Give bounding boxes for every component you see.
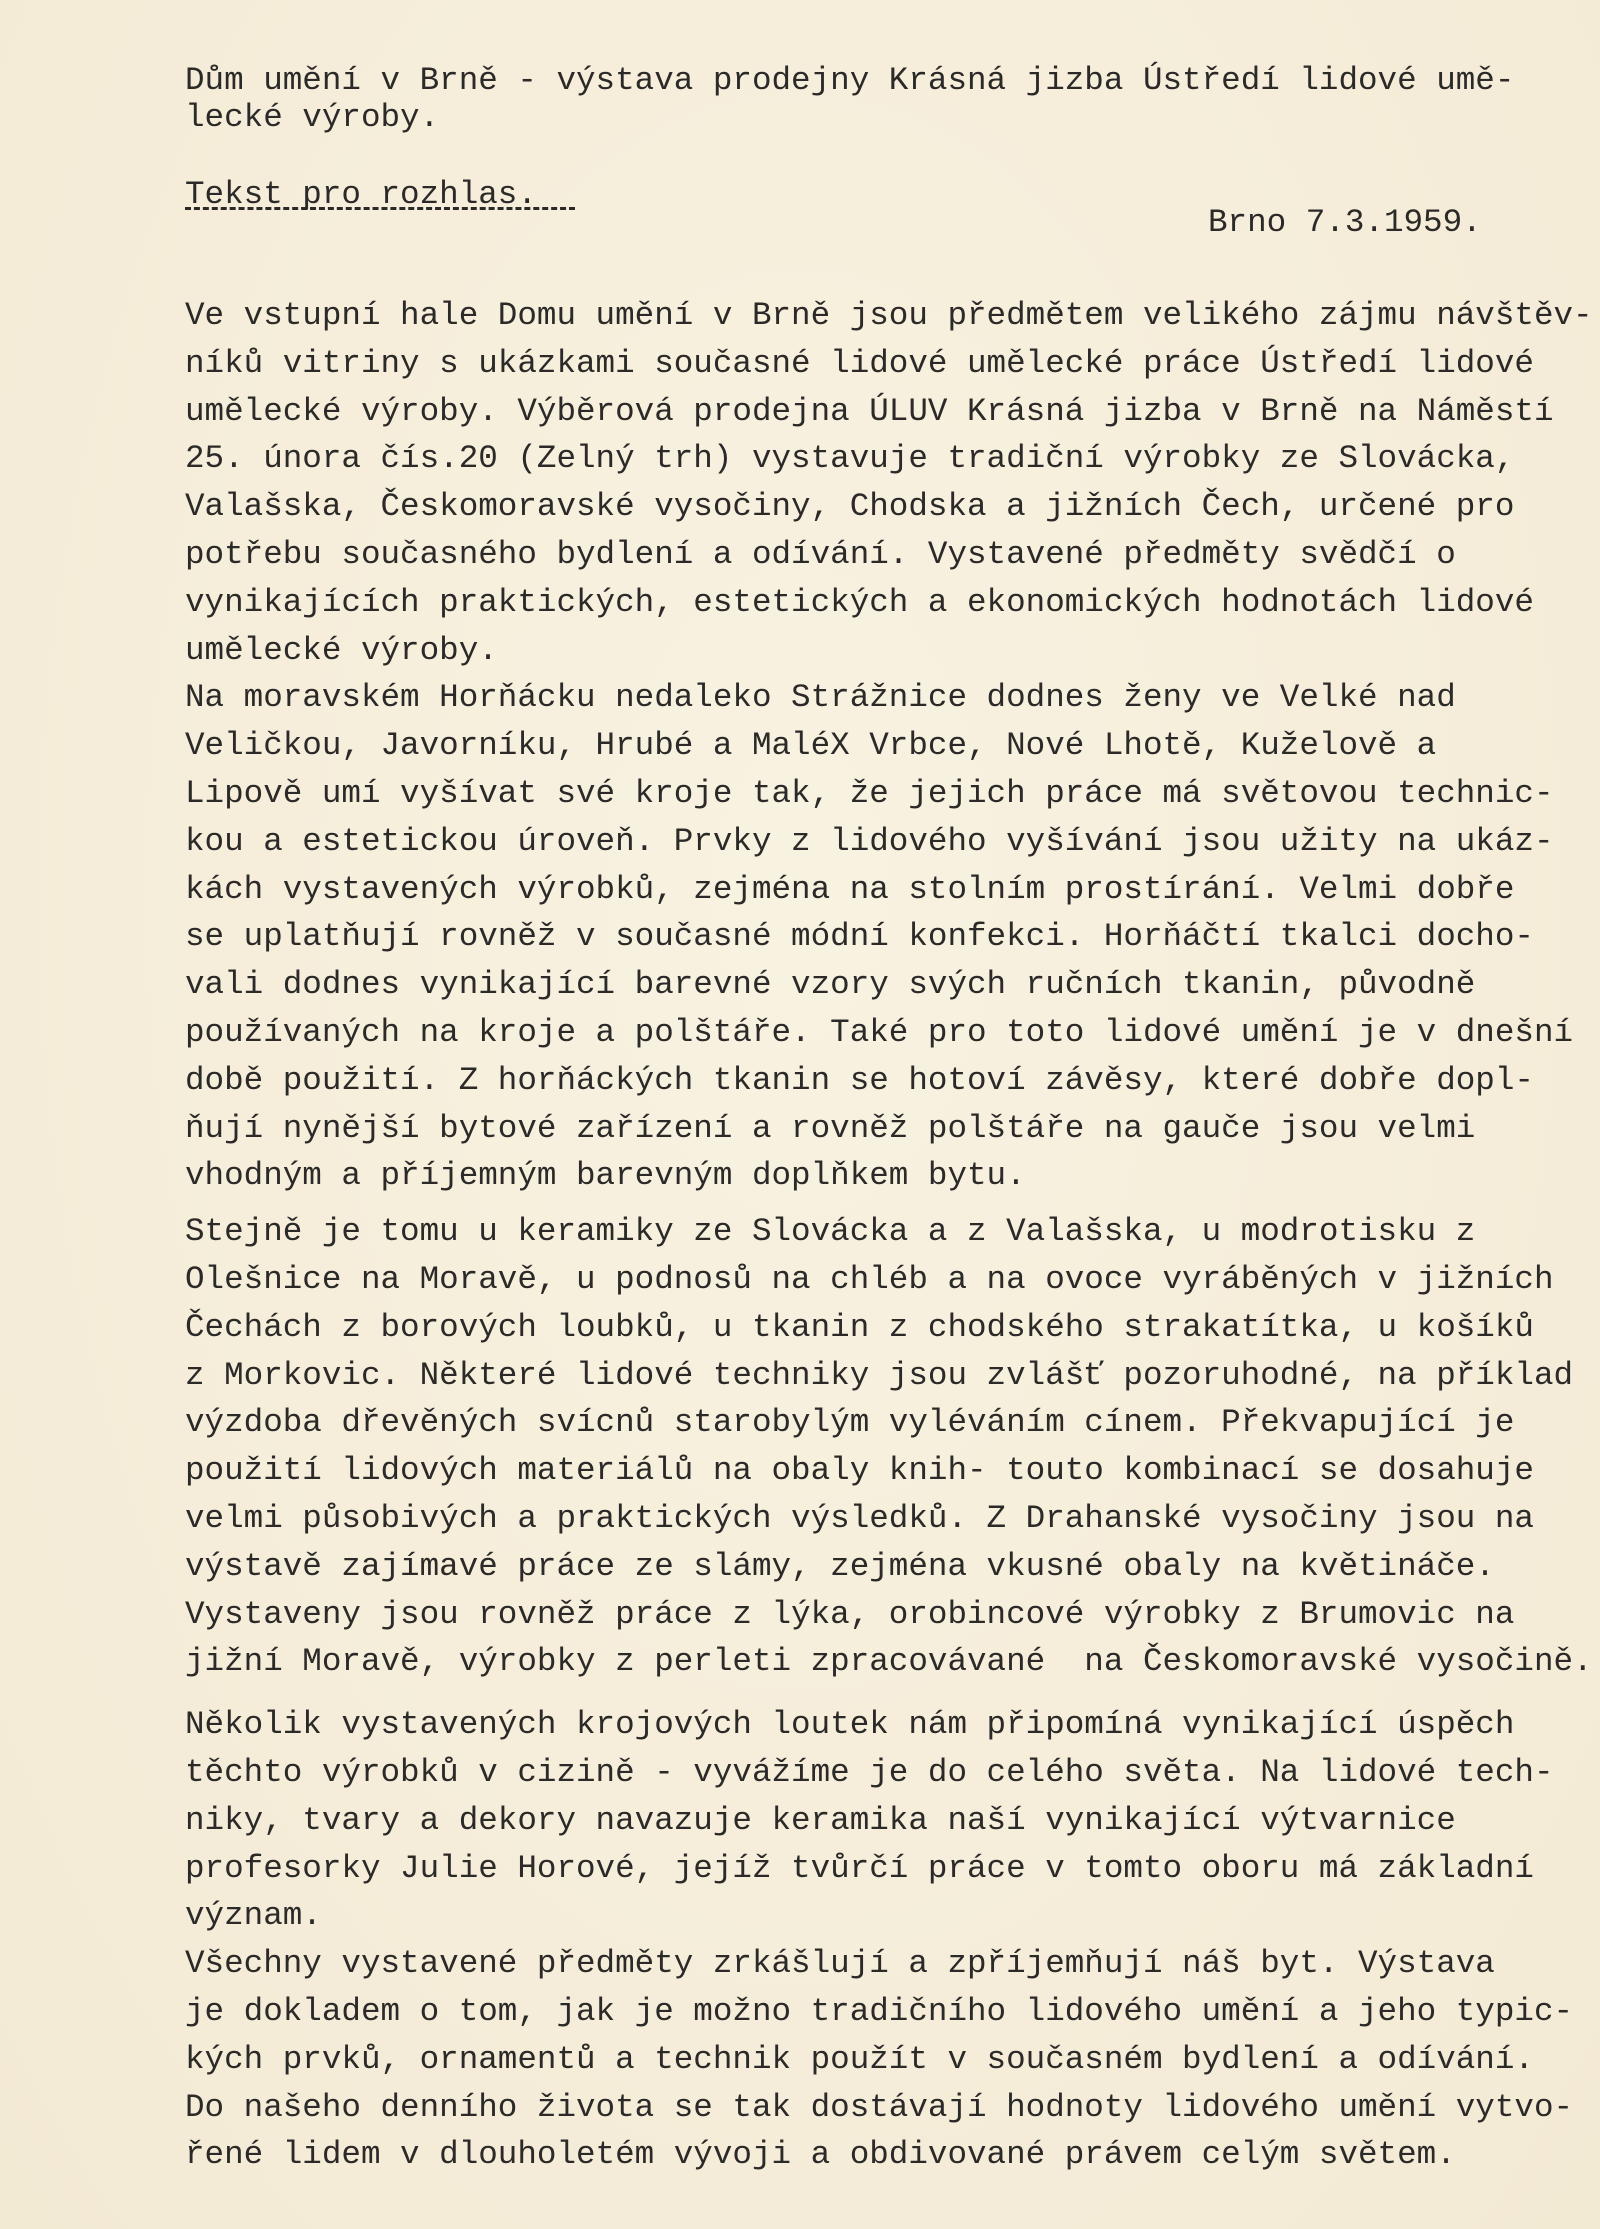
document-title: Tekst pro rozhlas.	[185, 176, 537, 213]
text-line: z Morkovic. Některé lidové techniky jsou zvlášť pozoruhodné, na příklad	[185, 1356, 1574, 1394]
text-line: niky, tvary a dekory navazuje keramika naší vynikající výtvarnice	[185, 1801, 1456, 1839]
text-line: jižní Moravě, výrobky z perleti zpracovávané na Českomoravské vysočině.	[185, 1643, 1593, 1681]
text-line: potřebu současného bydlení a odívání. Vystavené předměty svědčí o	[185, 536, 1456, 573]
text-line: umělecké výroby. Výběrová prodejna ÚLUV Krásná jizba v Brně na Náměstí	[185, 392, 1554, 430]
text-line: vynikajících praktických, estetických a ekonomických hodnotách lidové	[185, 583, 1534, 621]
text-line: je dokladem o tom, jak je možno tradičního lidového umění a jeho typic-	[185, 1993, 1574, 2030]
text-line: Do našeho denního života se tak dostávají hodnoty lidového umění vytvo-	[185, 2088, 1574, 2126]
text-line: Čechách z borových loubků, u tkanin z chodského strakatítka, u košíků	[185, 1308, 1534, 1346]
title-underline	[185, 207, 575, 210]
text-line: kých prvků, ornamentů a technik použít v současném bydlení a odívání.	[185, 2040, 1534, 2078]
text-line: ňují nynější bytové zařízení a rovněž polštáře na gauče jsou velmi	[185, 1109, 1476, 1147]
text-line: výzdoba dřevěných svícnů starobylým vyléváním cínem. Překvapující je	[185, 1404, 1515, 1442]
text-line: Na moravském Horňácku nedaleko Strážnice dodnes ženy ve Velké nad	[185, 679, 1456, 717]
text-line: Vystaveny jsou rovněž práce z lýka, orobincové výrobky z Brumovic na	[185, 1595, 1515, 1633]
text-line: vhodným a příjemným barevným doplňkem bytu.	[185, 1157, 1026, 1195]
text-line: Veličkou, Javorníku, Hrubé a MaléX Vrbce, Nové Lhotě, Kuželově a	[185, 727, 1437, 765]
text-line: Lipově umí vyšívat své kroje tak, že jejich práce má světovou technic-	[185, 775, 1554, 812]
text-line: profesorky Julie Horové, jejíž tvůrčí práce v tomto oboru má základní	[185, 1849, 1534, 1887]
text-line: řené lidem v dlouholetém vývoji a obdivované právem celým světem.	[185, 2136, 1456, 2174]
text-line: níků vitriny s ukázkami současné lidové umělecké práce Ústředí lidové	[185, 344, 1534, 382]
text-line: použití lidových materiálů na obaly knih- touto kombinací se dosahuje	[185, 1452, 1534, 1490]
text-line: době použití. Z horňáckých tkanin se hotoví závěsy, které dobře dopl-	[185, 1061, 1534, 1099]
text-line: Ve vstupní hale Domu umění v Brně jsou předmětem velikého zájmu návštěv-	[185, 297, 1593, 334]
text-line: používaných na kroje a polštáře. Také pro toto lidové umění je v dnešní	[185, 1014, 1574, 1051]
text-line: velmi působivých a praktických výsledků. Z Drahanské vysočiny jsou na	[185, 1500, 1534, 1537]
text-line: Všechny vystavené předměty zrkášlují a zpříjemňují náš byt. Výstava	[185, 1945, 1495, 1983]
text-line: Stejně je tomu u keramiky ze Slovácka a z Valašska, u modrotisku z	[185, 1213, 1476, 1251]
text-line: význam.	[185, 1897, 322, 1935]
text-line: kou a estetickou úroveň. Prvky z lidového vyšívání jsou užity na ukáz-	[185, 822, 1554, 860]
text-line: Několik vystavených krojových loutek nám připomíná vynikající úspěch	[185, 1706, 1515, 1744]
text-line: Valašska, Českomoravské vysočiny, Chodska a jižních Čech, určené pro	[185, 488, 1515, 526]
text-line: umělecké výroby.	[185, 631, 498, 669]
text-line: se uplatňují rovněž v současné módní konfekci. Horňáčtí tkalci docho-	[185, 918, 1534, 956]
text-line: Olešnice na Moravě, u podnosů na chléb a na ovoce vyráběných v jižních	[185, 1261, 1554, 1298]
text-line: vali dodnes vynikající barevné vzory svých ručních tkanin, původně	[185, 966, 1476, 1004]
text-line: 25. února čís.20 (Zelný trh) vystavuje tradiční výrobky ze Slovácka,	[185, 440, 1515, 478]
header-line: lecké výroby.	[185, 99, 440, 136]
text-line: kách vystavených výrobků, zejména na stolním prostírání. Velmi dobře	[185, 870, 1515, 908]
header-line: Dům umění v Brně - výstava prodejny Krásná jizba Ústředí lidové umě-	[185, 62, 1515, 99]
text-line: těchto výrobků v cizině - vyvážíme je do celého světa. Na lidové tech-	[185, 1754, 1554, 1791]
text-line: výstavě zajímavé práce ze slámy, zejména vkusné obaly na květináče.	[185, 1547, 1495, 1585]
document-date: Brno 7.3.1959.	[1208, 204, 1482, 241]
